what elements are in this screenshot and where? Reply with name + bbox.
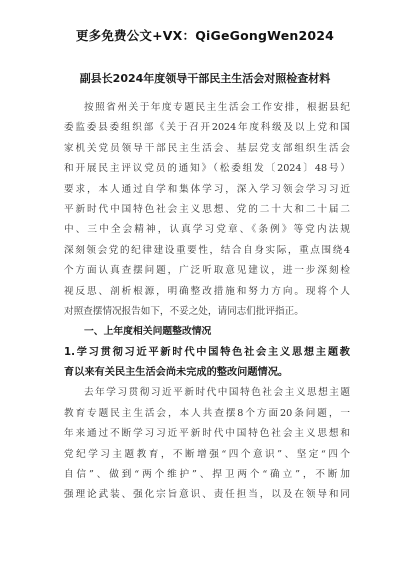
text-line: 中、三中全会精神，认真学习党章、《条例》等党内法规	[64, 224, 350, 236]
text-line: 和开展民主评议党员的通知》（松委组发〔2024〕48号）	[64, 163, 350, 175]
text-line: 按照省州关于年度专题民主生活会工作安排，根据县纪	[84, 102, 350, 113]
text-line: 家机关党员领导干部民主生活会、基层党支部组织生活会	[64, 142, 350, 154]
body-paragraph	[64, 383, 350, 505]
text-line: 深刻领会党的纪律建设重要性，结合自身实际，重点围绕4	[64, 244, 350, 256]
subsection-heading	[64, 343, 350, 384]
text-line: 去年学习贯彻习近平新时代中国特色社会主义思想主题	[84, 387, 350, 399]
text-line: 要求，本人通过自学和集体学习，深入学习领会学习习近	[64, 183, 350, 195]
text-line: 视反思、剖析根源，明确整改措施和努力方向。现将个人	[64, 285, 350, 297]
text-line: 年来通过不断学习习近平新时代中国特色社会主义思想和	[64, 428, 350, 440]
text-line: 教育专题民主生活会，本人共查摆8个方面20条问题，一	[64, 407, 350, 419]
document-title: 副县长2024年度领导干部民主生活会对照检查材料	[79, 72, 331, 85]
text-line: 党纪学习主题教育，不断增强“四个意识”、坚定“四个	[64, 448, 350, 460]
section-heading: 一、上年度相关问题整改情况	[84, 326, 212, 338]
text-line: 对照查摆情况报告如下，不妥之处，请同志们批评指正。	[64, 305, 304, 317]
subsection-heading-line: 1.学习贯彻习近平新时代中国特色社会主义思想主题教	[64, 346, 350, 358]
text-line: 委监委县委组织部《关于召开2024年度科级及以上党和国	[64, 122, 350, 134]
text-line: 个方面认真查摆问题，广泛听取意见建议，进一步深刻检	[64, 265, 350, 277]
document-body	[64, 98, 350, 506]
watermark-header: 更多免费公文+VX：QiGeGongWen2024	[75, 28, 335, 43]
subsection-heading-line: 育以来有关民主生活会尚未完成的整改问题情况。	[64, 367, 289, 379]
text-line: 平新时代中国特色社会主义思想、党的二十大和二十届二	[64, 203, 350, 215]
text-line: 自信”、做到“两个维护”、捍卫两个“确立”，不断加	[64, 469, 350, 481]
text-line: 强理论武装、强化宗旨意识、责任担当，以及在领导和同	[64, 489, 350, 501]
intro-paragraph	[64, 98, 350, 322]
